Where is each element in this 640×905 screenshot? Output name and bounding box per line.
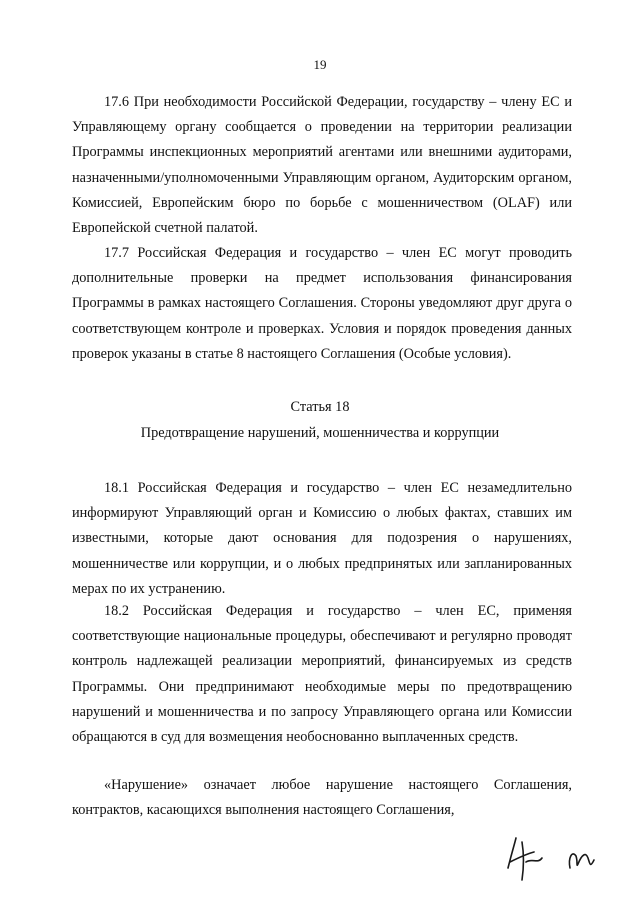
paragraph-text: 18.1 Российская Федерация и государство – член ЕС незамедлительно информируют Управляющий орган и Комиссию о любых фактах, ставших им известными, которые дают основания для подозрения о нарушениях, мошенничестве или коррупции, и о любых предпринятых или запланированных мерах по их устранению. [72, 480, 572, 597]
paragraph-violation-definition [72, 773, 572, 823]
article-title: Предотвращение нарушений, мошенничества и коррупции [140, 425, 500, 441]
paragraph-text: 17.6 При необходимости Российской Федерации, государству – члену ЕС и Управляющему органу сообщается о проведении на территории реализации Программы инспекционных мероприятий агентами или внешними аудиторами, назначенными/уполномоченными Управляющим органом, Аудиторским органом, Комиссией, Европейским бюро по борьбе с мошенничеством (OLAF) или Европейской счетной палатой. [72, 94, 572, 237]
paragraph-17-6 [72, 90, 572, 241]
paragraph-text: «Нарушение» означает любое нарушение настоящего Соглашения, контрактов, касающихся выполнения настоящего Соглашения, [72, 777, 572, 819]
paragraph-18-2 [72, 599, 572, 750]
handwritten-initials [498, 828, 608, 888]
page-number: 19 [313, 57, 327, 72]
article-number: Статья 18 [290, 399, 350, 415]
paragraph-text: 17.7 Российская Федерация и государство – член ЕС могут проводить дополнительные проверки на предмет использования финансирования Программы в рамках настоящего Соглашения. Стороны уведомляют друг друга о соответствующем контроле и проверках. Условия и порядок проведения данных проверок указаны в статье 8 настоящего Соглашения (Особые условия). [72, 245, 572, 362]
paragraph-18-1 [72, 476, 572, 602]
paragraph-17-7 [72, 241, 572, 367]
paragraph-text: 18.2 Российская Федерация и государство – член ЕС, применяя соответствующие национальные процедуры, обеспечивают и регулярно проводят контроль надлежащей реализации мероприятий, финансируемых из средств Программы. Они предпринимают необходимые меры по предотвращению нарушений и мошенничества и по запросу Управляющего органа или Комиссии обращаются в суд для возмещения необоснованно выплаченных средств. [72, 603, 572, 746]
